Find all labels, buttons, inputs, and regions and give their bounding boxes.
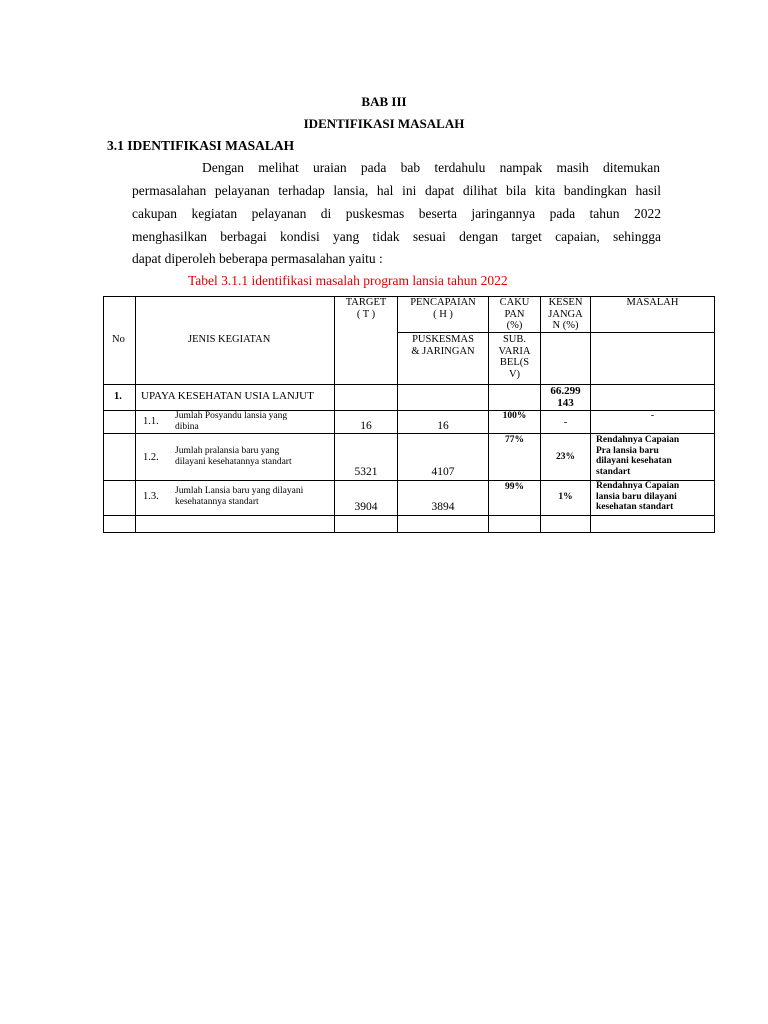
row-1-no: 1.1. [143, 416, 159, 427]
table-row-3-bottom [103, 515, 715, 516]
col-divider-jenis [334, 296, 335, 533]
header-sub-variabel: SUB. VARIA BEL(S V) [498, 334, 531, 380]
row-3-pencapaian: 3894 [431, 501, 455, 513]
header-target: TARGET ( T ) [345, 297, 387, 320]
row-3-kesenjangan: 1% [558, 492, 573, 502]
row-1-cakupan: 100% [502, 411, 527, 421]
row-1-masalah: - [650, 411, 655, 421]
row-1-jenis: Jumlah Posyandu lansia yang dibina [175, 411, 288, 432]
row-3-target: 3904 [354, 501, 378, 513]
header-masalah: MASALAH [626, 297, 679, 308]
row-3-no: 1.3. [143, 491, 159, 502]
header-puskesmas-jaringan: PUSKESMAS & JARINGAN [411, 334, 475, 357]
group-name: UPAYA KESEHATAN USIA LANJUT [141, 390, 314, 402]
paragraph-line-4: menghasilkan berbagai kondisi yang tidak sesuai dengan target capaian, sehingga [132, 229, 661, 244]
row-3-cakupan: 99% [505, 482, 524, 492]
row-2-cakupan: 77% [505, 435, 524, 445]
header-no: No [112, 334, 125, 345]
header-kesenjangan: KESEN JANGA N (%) [548, 297, 583, 331]
row-1-pencapaian: 16 [437, 420, 449, 432]
table-border-right [714, 296, 715, 533]
row-2-kesenjangan: 23% [556, 452, 575, 462]
group-kesenjangan: 66.299 143 [550, 385, 581, 409]
col-divider-no [135, 296, 136, 533]
paragraph-line-3: cakupan kegiatan pelayanan di puskesmas beserta jaringannya pada tahun 2022 [132, 206, 661, 221]
row-2-no: 1.2. [143, 452, 159, 463]
header-jenis-kegiatan: JENIS KEGIATAN [188, 334, 271, 345]
paragraph-line-1: Dengan melihat uraian pada bab terdahulu nampak masih ditemukan [202, 160, 660, 175]
col-divider-target [397, 296, 398, 533]
header-pencapaian: PENCAPAIAN ( H ) [410, 297, 476, 320]
chapter-heading: BAB III [361, 94, 407, 109]
row-2-target: 5321 [354, 466, 378, 478]
group-no: 1. [114, 391, 122, 402]
paragraph-line-2: permasalahan pelayanan terhadap lansia, hal ini dapat dilihat bila kita bandingkan hasil [132, 183, 661, 198]
chapter-title: IDENTIFIKASI MASALAH [303, 116, 465, 131]
row-1-kesenjangan: - [563, 417, 568, 428]
row-3-jenis: Jumlah Lansia baru yang dilayani kesehatannya standart [175, 486, 304, 507]
table-row-1-bottom [103, 433, 715, 434]
problem-identification-table [103, 296, 715, 533]
row-2-pencapaian: 4107 [431, 466, 455, 478]
table-subheader-divider [397, 332, 715, 333]
table-header-bottom [103, 384, 715, 385]
row-2-masalah: Rendahnya Capaian Pra lansia baru dilayani kesehatan standart [596, 435, 680, 477]
section-heading: 3.1 IDENTIFIKASI MASALAH [107, 138, 295, 153]
row-2-jenis: Jumlah pralansia baru yang dilayani kesehatannya standart [175, 446, 292, 467]
header-cakupan: CAKU PAN (%) [499, 297, 530, 331]
row-3-masalah: Rendahnya Capaian lansia baru dilayani kesehatan standart [596, 481, 680, 512]
paragraph-line-5: dapat diperoleh beberapa permasalahan yaitu : [132, 251, 383, 266]
table-border-left [103, 296, 104, 533]
table-caption: Tabel 3.1.1 identifikasi masalah program lansia tahun 2022 [188, 273, 508, 288]
table-border-bottom [103, 532, 715, 533]
row-1-target: 16 [360, 420, 372, 432]
